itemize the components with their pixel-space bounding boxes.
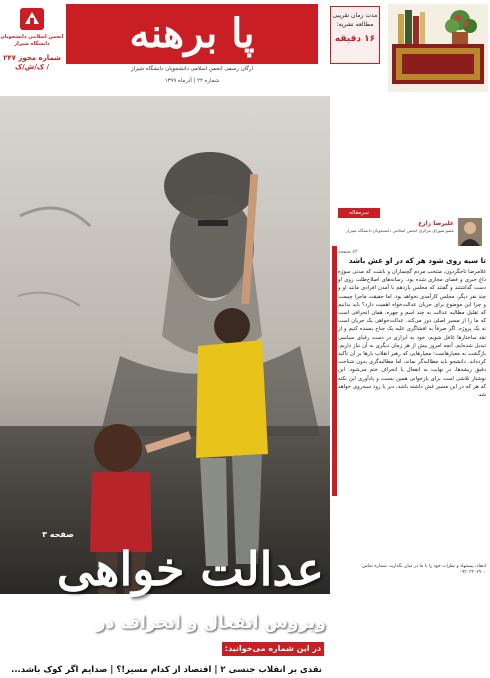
publication-logo: پا برهنه [129, 10, 255, 57]
publication-subtitle: ارگان رسمی انجمن اسلامی دانشجویان دانشگاه شیراز [130, 66, 254, 72]
column-top-space [332, 96, 490, 204]
author-box [338, 218, 486, 246]
issue-meta: شماره ۲۴ | آذرماه ۱۳۹۹ [164, 78, 220, 84]
reading-time-label: مدت زمان تقریبی مطالعه نشریه: [332, 12, 378, 28]
author-photo-icon [458, 218, 482, 246]
masthead [0, 0, 490, 96]
university-emblem-icon [18, 6, 46, 32]
column-side-strip [332, 246, 337, 496]
author-role: عضو شورای مرکزی انجمن اسلامی دانشجویان دانشگاه شیراز [346, 228, 454, 233]
editorial-column [332, 96, 490, 594]
cover-image [0, 96, 330, 675]
reading-time-box [330, 6, 380, 64]
author-avatar [458, 218, 482, 246]
children-mural-image [0, 96, 330, 594]
teaser-title: در این شماره می‌خوانید: [222, 642, 324, 656]
association-name: انجمن اسلامی دانشجویان دانشگاه شیراز [0, 34, 64, 47]
publisher-box [0, 4, 64, 90]
teaser-list: نقدی بر انقلاب جنسی ۲ | اقتصاد از کدام مسیر!؟ | صدایم اگر کوک باشد... [6, 662, 326, 678]
author-name: علیرضا زارع [418, 220, 454, 227]
column-page-reference: ۸۲ صفحه [338, 249, 358, 255]
contact-footer: انتقاد، پیشنهاد و نظرات خود را با ما در میان بگذارید. شماره تماس: ۰۹۳۰۳۳۰۲۹۰۰ [360, 564, 486, 575]
license-number: شماره مجوز ۲۴۷ / ک/ش/ک [3, 54, 61, 71]
cover-headline: عدالت خواهی [56, 542, 324, 596]
column-body: غلامرضا تاجگردون، منتخب مردم گچساران و باشت که مدتی سوژه داغ خبری و فضای مجازی شده بود. رسانه‌های اصلاح‌طلب روی او دست گذاشتند و گفتند که مجلس یازدهم با آمدن افرادی مانند او و چند نفر دیگر، مجلس کارآمدی نخواهد بود. اما حقیقت ماجرا چیست و چرا این موضوع برای جریان عدالت‌خواه اهمیت دارد؟ باید بدانیم که تقلیل مطالبه عدالت به چند اسم و چهره، همان انحرافی است که ما را از مسیر اصلی دور می‌کند. عدالت‌خواهی یک جریان است نه یک پروژه. اگر صرفاً به افشاگری علیه یک جناح بسنده کنیم و از نقد ساختارها غافل شویم، خود به ابزاری در دست رقبای سیاسی تبدیل شده‌ایم. آنچه امروز بیش از هر زمان دیگری به آن نیاز داریم، بازگشت به معیارهاست؛ معیارهایی که رهبر انقلاب بارها بر آن تأکید کرده‌اند. دانشجو باید مطالبه‌گر بماند، اما مطالبه‌گری بدون شناخت دقیق ریشه‌ها، در نهایت به انفعال یا انحراف ختم می‌شود. این نوشتار تلاشی است برای بازخوانی همین نسبت و یادآوری این نکته که هر که در این مسیر غش داشته باشد، دیر یا زود سیه‌روی خواهد شد. [338, 269, 486, 399]
cover-subheadline: ویروس انفعال و انحراف در [95, 613, 326, 633]
column-title: تا سیه روی شود هر که در او غش باشد [348, 256, 486, 265]
books-illustration [388, 4, 488, 92]
column-section-badge: سرمقاله [338, 208, 380, 218]
reading-time-value: ۱۶ دقیقه [334, 34, 376, 44]
headline-page-reference: صفحه ۳ [42, 530, 74, 539]
